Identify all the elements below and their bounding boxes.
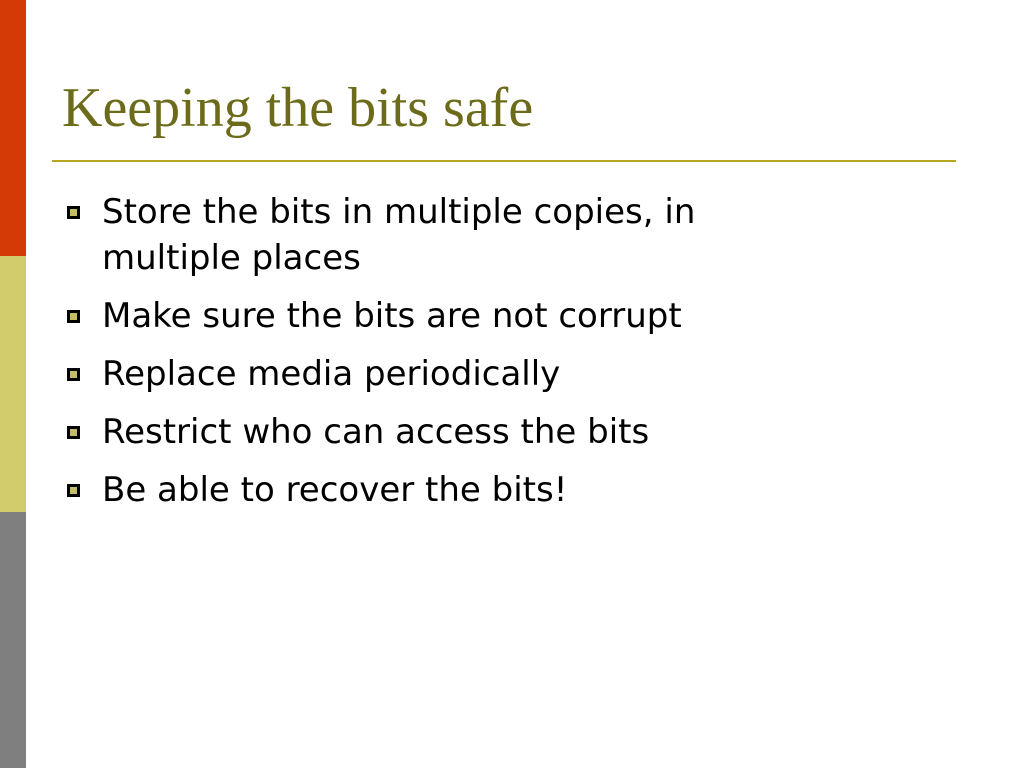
title-divider [52, 160, 956, 162]
hollow-square-bullet-icon [67, 206, 80, 219]
hollow-square-bullet-icon [67, 368, 80, 381]
bullet-text: Store the bits in multiple copies, in multiple places [102, 192, 696, 278]
bullet-list [62, 189, 822, 525]
bullet-item [62, 351, 822, 397]
bullet-item [62, 189, 822, 281]
hollow-square-bullet-icon [67, 310, 80, 323]
hollow-square-bullet-icon [67, 426, 80, 439]
bullet-text: Restrict who can access the bits [102, 412, 650, 452]
bullet-text: Make sure the bits are not corrupt [102, 296, 682, 336]
hollow-square-bullet-icon [67, 484, 80, 497]
sidebar-band-yellow [0, 256, 26, 512]
bullet-item [62, 293, 822, 339]
bullet-text: Be able to recover the bits! [102, 470, 568, 510]
sidebar-band-red [0, 0, 26, 256]
sidebar-band-gray [0, 512, 26, 768]
bullet-text: Replace media periodically [102, 354, 561, 394]
bullet-item [62, 409, 822, 455]
bullet-item [62, 467, 822, 513]
sidebar-color-bar [0, 0, 26, 768]
slide-title: Keeping the bits safe [62, 77, 534, 139]
